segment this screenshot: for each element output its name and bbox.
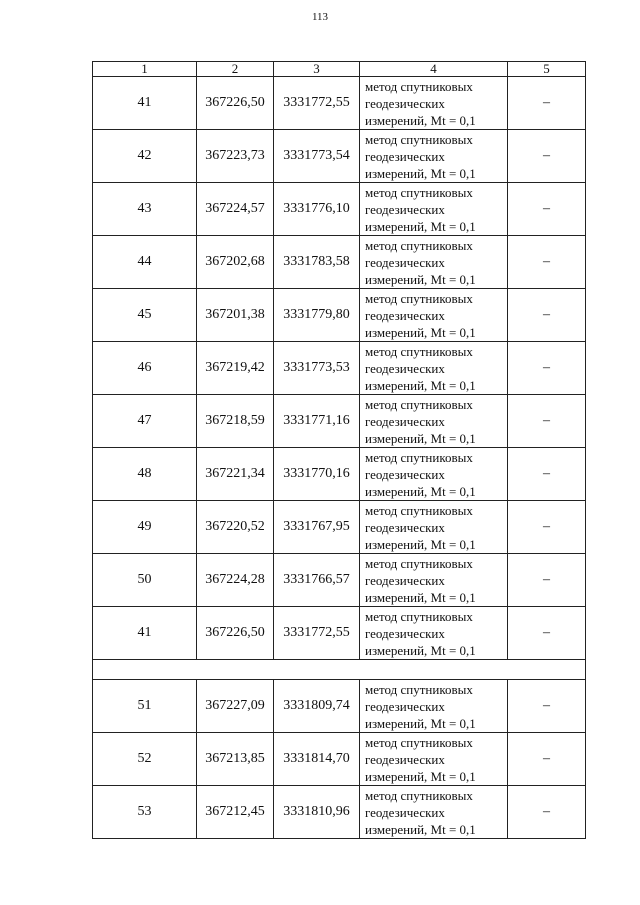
coordinates-table [92,61,586,839]
method-line: метод спутниковых [365,734,473,750]
dash-cell: – [508,183,586,236]
method-line: метод спутниковых [365,290,473,306]
point-number-cell: 52 [93,733,197,786]
method-line: геодезических [365,519,445,535]
dash-cell: – [508,554,586,607]
page-number: 113 [311,11,329,23]
header-col-4: 4 [360,62,508,77]
dash-cell: – [508,501,586,554]
method-line: измерений, Mt = 0,1 [365,536,476,552]
method-line: метод спутниковых [365,681,473,697]
method-line: геодезических [365,360,445,376]
table-row [93,607,586,660]
x-coordinate-cell: 367223,73 [197,130,274,183]
method-line: метод спутниковых [365,787,473,803]
method-line: измерений, Mt = 0,1 [365,218,476,234]
y-coordinate-cell: 3331814,70 [274,733,360,786]
method-cell [360,236,508,289]
dash-cell: – [508,680,586,733]
y-coordinate-cell: 3331772,55 [274,77,360,130]
spacer-row [93,660,586,680]
dash-cell: – [508,786,586,839]
method-line: геодезических [365,201,445,217]
y-coordinate-cell: 3331776,10 [274,183,360,236]
method-line: измерений, Mt = 0,1 [365,768,476,784]
x-coordinate-cell: 367221,34 [197,448,274,501]
dash-cell: – [508,289,586,342]
method-cell [360,607,508,660]
table-row [93,501,586,554]
point-number-cell: 51 [93,680,197,733]
table-row [93,395,586,448]
x-coordinate-cell: 367202,68 [197,236,274,289]
table-row [93,130,586,183]
header-col-1: 1 [93,62,197,77]
x-coordinate-cell: 367212,45 [197,786,274,839]
x-coordinate-cell: 367227,09 [197,680,274,733]
method-line: измерений, Mt = 0,1 [365,430,476,446]
x-coordinate-cell: 367226,50 [197,607,274,660]
method-cell [360,183,508,236]
method-line: метод спутниковых [365,184,473,200]
method-line: метод спутниковых [365,502,473,518]
method-line: геодезических [365,698,445,714]
method-line: метод спутниковых [365,449,473,465]
header-col-2: 2 [197,62,274,77]
point-number-cell: 53 [93,786,197,839]
dash-cell: – [508,130,586,183]
table-row [93,680,586,733]
point-number-cell: 44 [93,236,197,289]
point-number-cell: 49 [93,501,197,554]
method-cell [360,501,508,554]
method-line: метод спутниковых [365,608,473,624]
method-line: метод спутниковых [365,237,473,253]
method-line: метод спутниковых [365,131,473,147]
dash-cell: – [508,342,586,395]
table-row [93,786,586,839]
y-coordinate-cell: 3331773,53 [274,342,360,395]
table-row [93,554,586,607]
table-row [93,342,586,395]
spacer-cell [93,660,586,680]
x-coordinate-cell: 367218,59 [197,395,274,448]
method-line: измерений, Mt = 0,1 [365,271,476,287]
point-number-cell: 42 [93,130,197,183]
table-row [93,183,586,236]
table-row [93,289,586,342]
method-line: геодезических [365,804,445,820]
method-line: метод спутниковых [365,396,473,412]
method-line: измерений, Mt = 0,1 [365,589,476,605]
y-coordinate-cell: 3331783,58 [274,236,360,289]
method-line: геодезических [365,625,445,641]
header-col-3: 3 [274,62,360,77]
method-line: измерений, Mt = 0,1 [365,642,476,658]
method-line: геодезических [365,413,445,429]
method-cell [360,289,508,342]
method-line: метод спутниковых [365,343,473,359]
point-number-cell: 41 [93,607,197,660]
dash-cell: – [508,395,586,448]
table-row [93,448,586,501]
x-coordinate-cell: 367224,57 [197,183,274,236]
method-cell [360,786,508,839]
x-coordinate-cell: 367219,42 [197,342,274,395]
x-coordinate-cell: 367226,50 [197,77,274,130]
method-line: геодезических [365,466,445,482]
point-number-cell: 50 [93,554,197,607]
dash-cell: – [508,77,586,130]
method-cell [360,130,508,183]
point-number-cell: 46 [93,342,197,395]
y-coordinate-cell: 3331809,74 [274,680,360,733]
header-col-5: 5 [508,62,586,77]
y-coordinate-cell: 3331766,57 [274,554,360,607]
method-cell [360,342,508,395]
method-line: измерений, Mt = 0,1 [365,165,476,181]
method-line: геодезических [365,95,445,111]
method-cell [360,680,508,733]
x-coordinate-cell: 367201,38 [197,289,274,342]
y-coordinate-cell: 3331767,95 [274,501,360,554]
y-coordinate-cell: 3331773,54 [274,130,360,183]
table-row [93,733,586,786]
method-line: метод спутниковых [365,555,473,571]
method-line: геодезических [365,148,445,164]
point-number-cell: 47 [93,395,197,448]
y-coordinate-cell: 3331770,16 [274,448,360,501]
method-cell [360,733,508,786]
x-coordinate-cell: 367220,52 [197,501,274,554]
y-coordinate-cell: 3331779,80 [274,289,360,342]
method-line: измерений, Mt = 0,1 [365,821,476,837]
dash-cell: – [508,733,586,786]
method-cell [360,448,508,501]
method-line: измерений, Mt = 0,1 [365,324,476,340]
dash-cell: – [508,607,586,660]
method-line: метод спутниковых [365,78,473,94]
table-row [93,77,586,130]
method-cell [360,395,508,448]
header-row [93,62,586,77]
y-coordinate-cell: 3331772,55 [274,607,360,660]
method-line: измерений, Mt = 0,1 [365,483,476,499]
y-coordinate-cell: 3331771,16 [274,395,360,448]
method-line: геодезических [365,572,445,588]
x-coordinate-cell: 367224,28 [197,554,274,607]
point-number-cell: 43 [93,183,197,236]
method-line: геодезических [365,751,445,767]
method-line: измерений, Mt = 0,1 [365,377,476,393]
point-number-cell: 45 [93,289,197,342]
method-line: измерений, Mt = 0,1 [365,715,476,731]
table-body [93,77,586,839]
point-number-cell: 48 [93,448,197,501]
table-row [93,236,586,289]
dash-cell: – [508,236,586,289]
y-coordinate-cell: 3331810,96 [274,786,360,839]
method-line: геодезических [365,254,445,270]
x-coordinate-cell: 367213,85 [197,733,274,786]
dash-cell: – [508,448,586,501]
method-line: геодезических [365,307,445,323]
point-number-cell: 41 [93,77,197,130]
method-line: измерений, Mt = 0,1 [365,112,476,128]
method-cell [360,77,508,130]
method-cell [360,554,508,607]
